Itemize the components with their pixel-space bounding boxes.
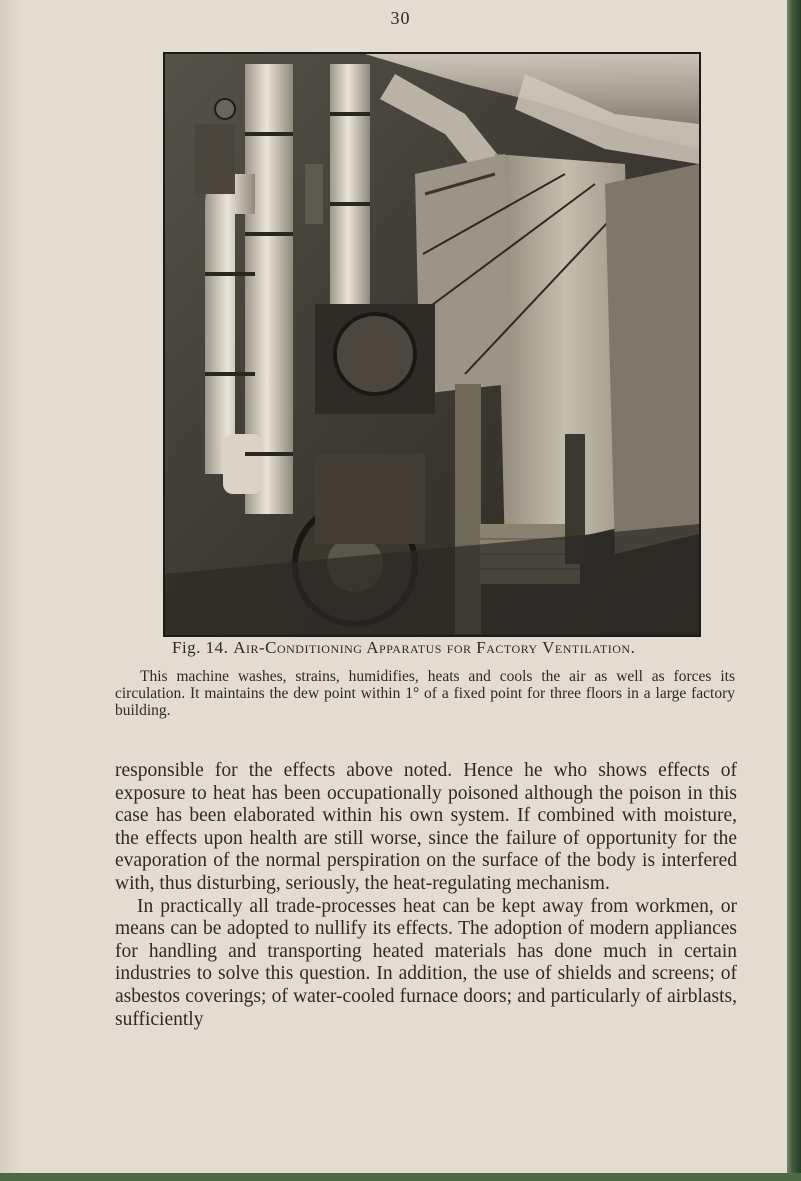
book-cover-bottom-edge [0,1173,801,1181]
book-binding-edge [787,0,801,1181]
figure-caption [172,638,732,658]
figure-description: This machine washes, strains, humidifies, heats and cools the air as well as forces its circulation. It maintains the dew point within 1° of a fixed point for three floors in a large factory building. [115,668,735,719]
main-text [115,760,737,1031]
page-left-margin [0,0,22,1181]
page-number: 30 [390,8,411,28]
figure-title: Air-Conditioning Apparatus for Factory Ventilation. [233,638,636,657]
air-conditioning-apparatus-photo [165,54,699,635]
figure-photograph [163,52,701,637]
paragraph: responsible for the effects above noted. Hence he who shows effects of exposure to heat has been occupationally poisoned although the poison in this case has been elaborated within his own system. If combined with moisture, the effects upon health are still worse, since the failure of opportunity for the evaporation of the normal perspiration on the surface of the body is interfered with, thus disturbing, seriously, the heat-regulating mechanism. [115,760,737,894]
paragraph: In practically all trade-processes heat can be kept away from workmen, or means can be adopted to nullify its effects. The adoption of modern appliances for handling and transporting heated materials has done much in certain industries to solve this question. In addition, the use of shields and screens; of asbestos coverings; of water-cooled furnace doors; and particularly of airblasts, sufficiently [115,895,737,1030]
figure-label: Fig. 14. [172,638,229,657]
